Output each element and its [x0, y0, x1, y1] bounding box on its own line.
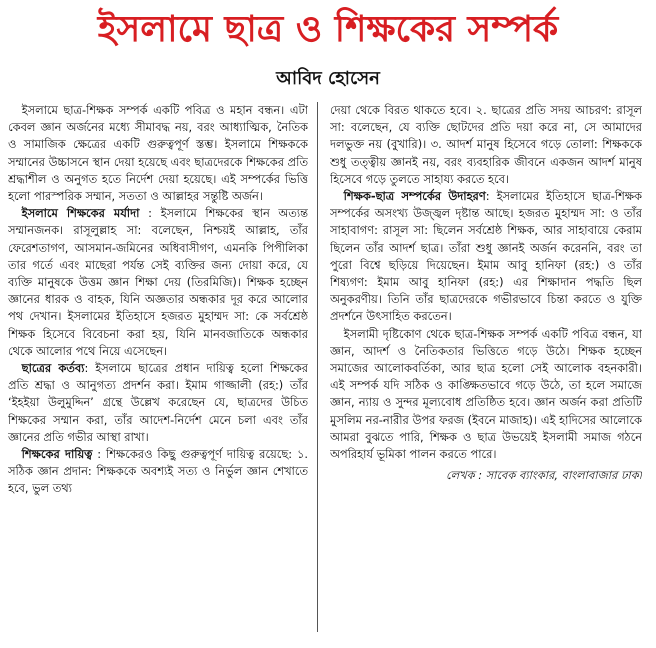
section-paragraph [8, 205, 308, 360]
section-text: : ইসলামে ছাত্রের প্রধান দায়িত্ব হলো শিক্ষকের প্রতি শ্রদ্ধা ও আনুগত্য প্রদর্শন করা। ইমাম গাজ্জালী (রহ:) তাঁর ‘ইহইয়া উলুমুদ্দিন’ গ্রন্থে উল্লেখ করেছেন যে, ছাত্রদের উচিত শিক্ষকের সম্মান করা, তাঁর আদেশ-নির্দেশ মেনে চলা এবং তাঁর জ্ঞানের প্রতি গভীর আস্থা রাখা। [8, 361, 308, 444]
author-name: আবিদ হোসেন [276, 68, 380, 89]
left-column [8, 102, 308, 642]
section-paragraph [8, 446, 308, 498]
section-heading: ছাত্রের কর্তব্য [21, 361, 85, 376]
column-divider [317, 102, 318, 632]
author-byline: লেখক : সাবেক ব্যাংকার, বাংলাবাজার ঢাকা [446, 468, 642, 483]
section-text: : শিক্ষকেরও কিছু গুরুত্বপূর্ণ দায়িত্ব রয়েছে: ১. সঠিক জ্ঞান প্রদান: শিক্ষককে অবশ্যই সত্য ও নির্ভুল জ্ঞান শেখাতে হবে, ভুল তথ্য [8, 447, 308, 496]
section-heading: শিক্ষক-ছাত্র সম্পর্কের উদাহরণ [343, 189, 486, 204]
section-paragraph [8, 360, 308, 446]
section-paragraph [330, 188, 642, 326]
section-text: : ইসলামে শিক্ষকের স্থান অত্যন্ত সম্মানজনক। রাসূলুল্লাহ সা: বলেছেন, নিশ্চয়ই আল্লাহ, তাঁর ফেরেশতাগণ, আসমান-জমিনের অধিবাসীগণ, এমনকি পিপীলিকা তার গর্তে এবং মাছেরা পর্যন্ত সেই ব্যক্তির জন্য দোয়া করে, যে ব্যক্তি মানুষকে উত্তম জ্ঞান শিক্ষা দেয় (তিরমিজি)। শিক্ষক হচ্ছেন জ্ঞানের ধারক ও বাহক, যিনি অজ্ঞতার অন্ধকার দূর করে আলোর পথ দেখান। ইসলামের ইতিহাসে হজরত মুহাম্মদ সা: কে সর্বশ্রেষ্ঠ শিক্ষক হিসেবে বিবেচনা করা হয়, যিনি মানবজাতিকে অন্ধকার থেকে আলোর পথে নিয়ে এসেছেন। [8, 206, 308, 358]
section-heading: শিক্ষকের দায়িত্ব [21, 447, 93, 462]
conclusion-paragraph: ইসলামী দৃষ্টিকোণ থেকে ছাত্র-শিক্ষক সম্পর্ক একটি পবিত্র বন্ধন, যা জ্ঞান, আদর্শ ও নৈতিকতার ভিত্তিতে গড়ে উঠে। শিক্ষক হচ্ছেন সমাজের আলোকবর্তিকা, আর ছাত্র হলো সেই আলোক বহনকারী। এই সম্পর্ক যদি সঠিক ও কাঙ্ক্ষিতভাবে গড়ে উঠে, তা হলে সমাজে জ্ঞান, ন্যায় ও সুন্দর মূল্যবোধ প্রতিষ্ঠিত হবে। জ্ঞান অর্জন করা প্রতিটি মুসলিম নর-নারীর উপর ফরজ (ইবনে মাজাহ)। এই হাদিসের আলোকে আমরা বুঝতে পারি, শিক্ষক ও ছাত্র উভয়েই ইসলামী সমাজ গঠনে অপরিহার্য ভূমিকা পালন করতে পারে। [330, 326, 642, 462]
section-text: : ইসলামের ইতিহাসে ছাত্র-শিক্ষক সম্পর্কের অসংখ্য উজ্জ্বল দৃষ্টান্ত আছে। হজরত মুহাম্মদ সা: ও তাঁর সাহাবাগণ: রাসূল সা: ছিলেন সর্বশ্রেষ্ঠ শিক্ষক, আর সাহাবায়ে কেরাম ছিলেন তাঁর আদর্শ ছাত্র। তাঁরা শুধু জ্ঞানই অর্জন করেননি, বরং তা পুরো বিশ্বে ছড়িয়ে দিয়েছেন। ইমাম আবু হানিফা (রহ:) ও তাঁর শিষ্যগণ: ইমাম আবু হানিফা (রহ:) এর শিক্ষাদান পদ্ধতি ছিল অনুকরণীয়। তিনি তাঁর ছাত্রদেরকে গভীরভাবে চিন্তা করতে ও যুক্তি প্রদর্শনে উৎসাহিত করতেন। [330, 189, 642, 324]
intro-paragraph: ইসলামে ছাত্র-শিক্ষক সম্পর্ক একটি পবিত্র ও মহান বন্ধন। এটা কেবল জ্ঞান অর্জনের মধ্যে সীমাবদ্ধ নয়, বরং আধ্যাত্মিক, নৈতিক ও সামাজিক ক্ষেত্রের একটি গুরুত্বপূর্ণ স্তম্ভ। ইসলামে শিক্ষককে সম্মানের উচ্চাসনে স্থান দেয়া হয়েছে এবং ছাত্রদেরকে শিক্ষকের প্রতি শ্রদ্ধাশীল ও অনুগত হতে নির্দেশ দেয়া হয়েছে। এই সম্পর্কের ভিত্তি হলো পারস্পরিক সম্মান, সততা ও আল্লাহর সন্তুষ্টি অর্জন। [8, 103, 308, 204]
right-column [330, 102, 642, 642]
continued-paragraph: দেয়া থেকে বিরত থাকতে হবে। ২. ছাত্রের প্রতি সদয় আচরণ: রাসূল সা: বলেছেন, যে ব্যক্তি ছোটদের প্রতি দয়া করে না, সে আমাদের দলভুক্ত নয় (বুখারি)। ৩. আদর্শ মানুষ হিসেবে গড়ে তোলা: শিক্ষককে শুধু তত্ত্বীয় জ্ঞানই নয়, বরং ব্যবহারিক জীবনে একজন আদর্শ মানুষ হিসেবে গড়ে তুলতে সাহায্য করতে হবে। [330, 103, 642, 186]
section-heading: ইসলামে শিক্ষকের মর্যাদা [21, 206, 140, 221]
article-title: ইসলামে ছাত্র ও শিক্ষকের সম্পর্ক [97, 9, 559, 50]
